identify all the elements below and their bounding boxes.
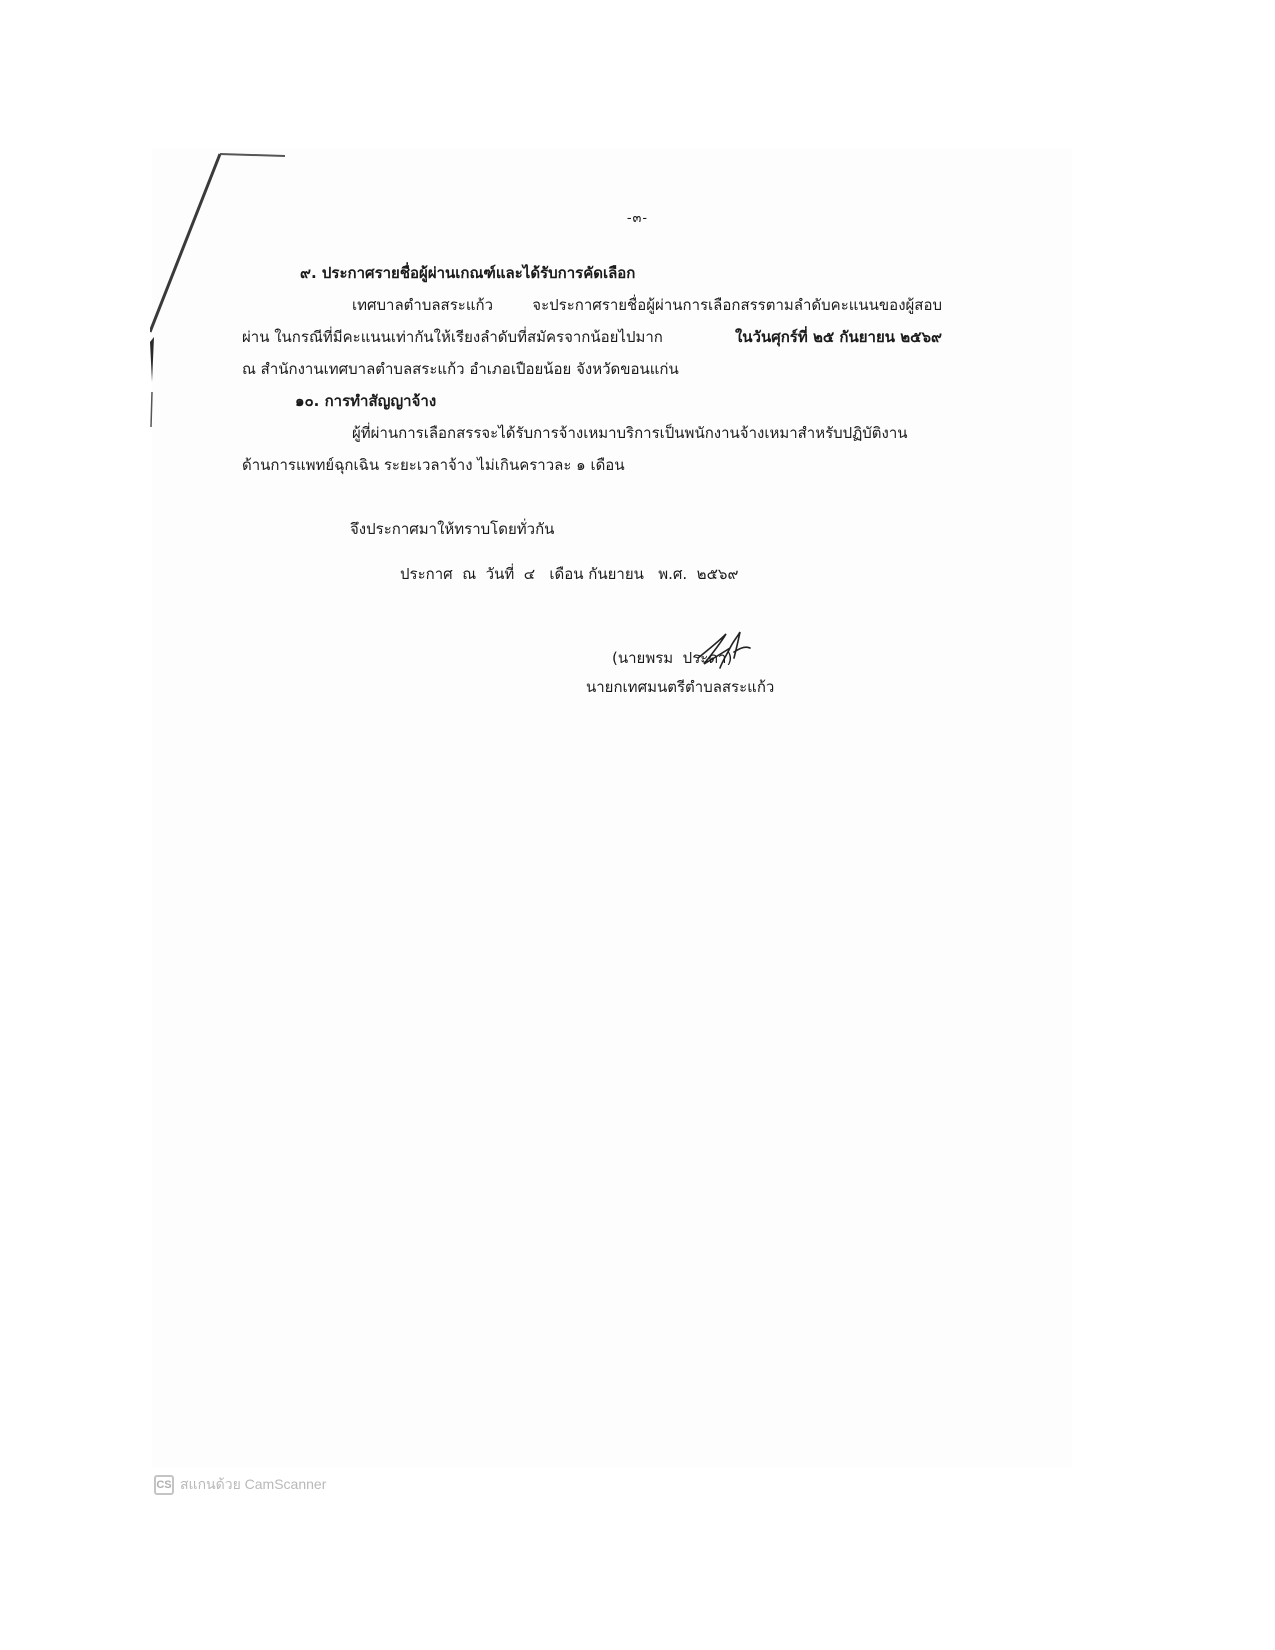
- closing-statement: จึงประกาศมาให้ทราบโดยทั่วกัน: [350, 520, 555, 538]
- announcement-date: ประกาศ ณ วันที่ ๔ เดือน กันยายน พ.ศ. ๒๕๖๙: [400, 565, 739, 583]
- section-10-line-1: ผู้ที่ผ่านการเลือกสรรจะได้รับการจ้างเหมาบริการเป็นพนักงานจ้างเหมาสำหรับปฏิบัติงาน: [352, 424, 908, 442]
- section-9-line-2: [242, 326, 942, 348]
- watermark-text: สแกนด้วย CamScanner: [180, 1476, 327, 1492]
- section-9-line-3: ณ สำนักงานเทศบาลตำบลสระแก้ว อำเภอเปือยน้อย จังหวัดขอนแก่น: [242, 360, 679, 378]
- section-9-line-2-text: ผ่าน ในกรณีที่มีคะแนนเท่ากันให้เรียงลำดับที่สมัครจากน้อยไปมาก: [242, 328, 663, 346]
- page-edge-shadow: [150, 152, 310, 452]
- section-9-heading: ๙. ประกาศรายชื่อผู้ผ่านเกณฑ์และได้รับการคัดเลือก: [300, 264, 636, 282]
- camscanner-logo-icon: CS: [154, 1475, 174, 1495]
- signer-title: นายกเทศมนตรีตำบลสระแก้ว: [586, 678, 775, 696]
- announcement-date-bold: ในวันศุกร์ที่ ๒๕ กันยายน ๒๕๖๙: [734, 328, 942, 346]
- camscanner-watermark: [154, 1474, 326, 1496]
- section-10-line-2: ด้านการแพทย์ฉุกเฉิน ระยะเวลาจ้าง ไม่เกินคราวละ ๑ เดือน: [242, 456, 625, 474]
- page-number: -๓-: [626, 211, 649, 226]
- section-10-heading: ๑๐. การทำสัญญาจ้าง: [295, 392, 437, 410]
- section-9-line-1: เทศบาลตำบลสระแก้ว จะประกาศรายชื่อผู้ผ่านการเลือกสรรตามลำดับคะแนนของผู้สอบ: [352, 296, 942, 314]
- signer-name: (นายพรม ประดา): [612, 649, 733, 667]
